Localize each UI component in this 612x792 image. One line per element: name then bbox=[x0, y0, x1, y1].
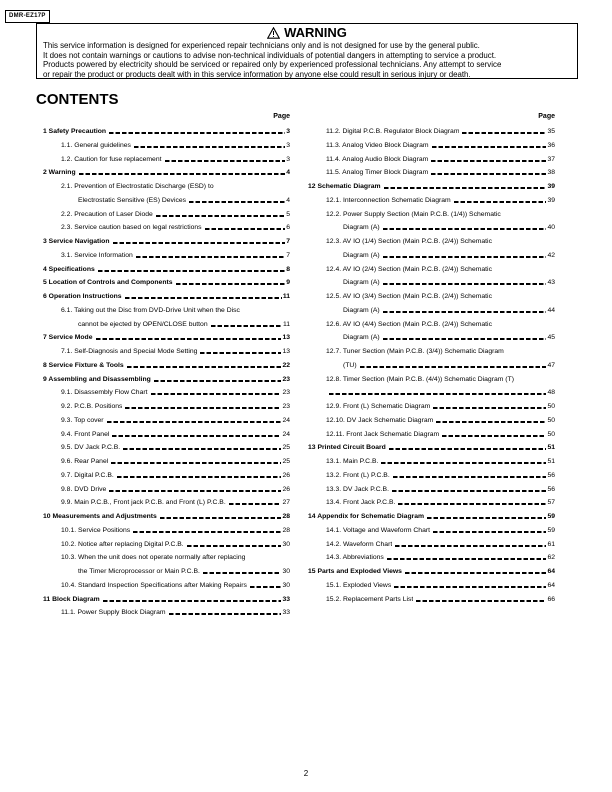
toc-entry-page: 7 bbox=[286, 238, 290, 245]
toc-entry bbox=[343, 278, 555, 288]
dot-leader bbox=[229, 503, 282, 505]
dot-leader bbox=[454, 201, 547, 203]
toc-entry bbox=[326, 292, 555, 302]
dot-leader bbox=[154, 380, 282, 382]
toc-entry-label: 9.3. Top cover bbox=[61, 416, 104, 424]
toc-entry-page: 4 bbox=[286, 169, 290, 177]
toc-entry bbox=[326, 375, 555, 385]
dot-leader bbox=[217, 187, 289, 189]
toc-entry-label: 12.6. AV IO (4/4) Section (Main P.C.B. (2/4)) Schematic bbox=[326, 320, 492, 328]
toc-entry bbox=[343, 251, 555, 261]
warning-title bbox=[37, 26, 577, 42]
toc-entry bbox=[61, 223, 290, 233]
toc-entry bbox=[61, 347, 290, 357]
dot-leader bbox=[383, 228, 547, 230]
dot-leader bbox=[176, 283, 286, 285]
toc-section-entry bbox=[43, 168, 290, 178]
toc-entry-page: 39 bbox=[547, 183, 555, 190]
dot-leader bbox=[442, 435, 546, 437]
toc-entry bbox=[61, 526, 290, 536]
dot-leader bbox=[151, 393, 282, 395]
dot-leader bbox=[360, 366, 547, 368]
toc-entry bbox=[78, 196, 290, 206]
toc-entry-page: 30 bbox=[282, 540, 290, 548]
toc-entry-label: 10.2. Notice after replacing Digital P.C.B. bbox=[61, 540, 184, 548]
dot-leader bbox=[189, 201, 285, 203]
toc-entry bbox=[61, 430, 290, 440]
dot-leader bbox=[431, 173, 546, 175]
toc-entry-page: 45 bbox=[547, 334, 555, 342]
dot-leader bbox=[111, 462, 281, 464]
toc-entry bbox=[326, 402, 555, 412]
toc-section-entry bbox=[43, 292, 290, 302]
toc-entry-page: 61 bbox=[547, 540, 555, 548]
toc-entry-page: 23 bbox=[282, 389, 290, 397]
toc-entry-label: 9.2. P.C.B. Positions bbox=[61, 403, 123, 410]
toc-entry-label: cannot be ejected by OPEN/CLOSE button bbox=[78, 320, 208, 328]
toc-entry bbox=[326, 485, 555, 495]
toc-entry-label: 12.3. AV IO (1/4) Section (Main P.C.B. (2/4)) Schematic bbox=[326, 238, 492, 245]
toc-entry bbox=[326, 471, 555, 481]
toc-entry-page: 25 bbox=[282, 444, 290, 452]
toc-entry-page: 4 bbox=[286, 196, 290, 204]
toc-entry-page: 33 bbox=[282, 609, 290, 617]
dot-leader bbox=[103, 600, 282, 602]
warning-text bbox=[43, 41, 573, 79]
dot-leader bbox=[504, 215, 554, 217]
toc-entry bbox=[326, 196, 555, 206]
toc-entry-page: 3 bbox=[286, 128, 290, 135]
toc-section-entry bbox=[43, 512, 290, 522]
toc-entry-label: 13.2. Front (L) P.C.B. bbox=[326, 471, 390, 479]
toc-entry-page: 35 bbox=[547, 128, 555, 135]
dot-leader bbox=[392, 490, 546, 492]
toc-entry-label: 12.2. Power Supply Section (Main P.C.B. (1/4)) Schematic bbox=[326, 210, 501, 218]
toc-entry bbox=[61, 608, 290, 618]
toc-entry-page: 9 bbox=[286, 279, 290, 287]
toc-entry bbox=[61, 485, 290, 495]
toc-entry bbox=[326, 237, 555, 247]
dot-leader bbox=[211, 325, 282, 327]
toc-entry-label: 7 Service Mode bbox=[43, 334, 93, 342]
toc-entry-page: 51 bbox=[547, 458, 555, 465]
dot-leader bbox=[109, 490, 281, 492]
toc-entry bbox=[326, 540, 555, 550]
toc-entry-page: 28 bbox=[282, 513, 290, 520]
toc-entry-label: Diagram (A) bbox=[343, 334, 380, 342]
toc-section-entry bbox=[308, 567, 555, 577]
warning-triangle-icon bbox=[267, 27, 280, 42]
toc-entry-page: 50 bbox=[547, 430, 555, 438]
toc-section-entry bbox=[43, 127, 290, 137]
toc-entry-page: 56 bbox=[547, 485, 555, 493]
dot-leader bbox=[109, 132, 285, 134]
toc-entry bbox=[61, 251, 290, 261]
right-page-header: Page bbox=[538, 113, 555, 120]
warning-line: Products powered by electricity should be serviced or repaired only by experienced professional technicians. Any attempt to service bbox=[43, 60, 502, 69]
toc-entry bbox=[326, 581, 555, 591]
dot-leader bbox=[433, 407, 546, 409]
toc-entry-label: 12.10. DV Jack Schematic Diagram bbox=[326, 416, 434, 424]
toc-entry-label: 11.3. Analog Video Block Diagram bbox=[326, 141, 429, 149]
dot-leader bbox=[507, 352, 554, 354]
toc-entry-label: 10.4. Standard Inspection Specifications after Making Repairs bbox=[61, 581, 247, 589]
toc-section-entry bbox=[308, 512, 555, 522]
dot-leader bbox=[79, 173, 286, 175]
toc-entry bbox=[61, 471, 290, 481]
dot-leader bbox=[133, 531, 281, 533]
left-page-header: Page bbox=[273, 113, 290, 120]
dot-leader bbox=[187, 545, 282, 547]
toc-entry-page: 66 bbox=[547, 595, 555, 603]
toc-entry-label: 15.2. Replacement Parts List bbox=[326, 595, 414, 603]
warning-line: or repair the product or products dealt with in this service information by anyone else could result in serious injury or death. bbox=[43, 69, 471, 79]
toc-entry-label: the Timer Microprocessor or Main P.C.B. bbox=[78, 568, 200, 575]
dot-leader bbox=[462, 132, 546, 134]
toc-entry-label: 13.3. DV Jack P.C.B. bbox=[326, 485, 389, 493]
toc-entry bbox=[61, 210, 290, 220]
dot-leader bbox=[387, 558, 547, 560]
toc-section-entry bbox=[43, 361, 290, 371]
toc-entry bbox=[78, 320, 290, 330]
toc-entry bbox=[61, 540, 290, 550]
toc-entry-label: 1.1. General guidelines bbox=[61, 141, 131, 149]
dot-leader bbox=[416, 600, 546, 602]
toc-entry bbox=[326, 553, 555, 563]
dot-leader bbox=[398, 503, 546, 505]
toc-entry-label: Electrostatic Sensitive (ES) Devices bbox=[78, 196, 187, 204]
toc-entry bbox=[61, 402, 290, 412]
toc-entry-page: 64 bbox=[547, 568, 555, 575]
toc-entry bbox=[326, 388, 555, 398]
toc-entry-label: 15 Parts and Exploded Views bbox=[308, 568, 402, 575]
toc-entry-page: 7 bbox=[286, 251, 290, 259]
toc-entry-page: 62 bbox=[547, 554, 555, 562]
toc-entry-page: 38 bbox=[547, 169, 555, 177]
toc-entry bbox=[61, 416, 290, 426]
toc-entry bbox=[61, 553, 290, 563]
page-number: 2 bbox=[303, 769, 309, 778]
dot-leader bbox=[431, 160, 546, 162]
toc-entry-label: 11.2. Digital P.C.B. Regulator Block Diagram bbox=[326, 128, 460, 135]
toc-entry-label: 11.4. Analog Audio Block Diagram bbox=[326, 155, 429, 163]
toc-section-entry bbox=[43, 375, 290, 385]
toc-entry-page: 50 bbox=[547, 403, 555, 410]
toc-entry-page: 56 bbox=[547, 471, 555, 479]
toc-entry-label: 13.4. Front Jack P.C.B. bbox=[326, 499, 396, 507]
toc-entry-page: 48 bbox=[547, 389, 555, 397]
dot-leader bbox=[156, 215, 285, 217]
dot-leader bbox=[389, 448, 547, 450]
toc-entry-page: 25 bbox=[282, 458, 290, 465]
dot-leader bbox=[113, 242, 286, 244]
toc-entry bbox=[343, 333, 555, 343]
toc-entry bbox=[326, 265, 555, 275]
toc-entry-label: 10 Measurements and Adjustments bbox=[43, 513, 157, 520]
toc-entry-label: 1 Safety Precaution bbox=[43, 128, 107, 135]
toc-entry-label: 11.1. Power Supply Block Diagram bbox=[61, 609, 166, 617]
toc-entry-page: 8 bbox=[286, 265, 290, 273]
toc-entry-page: 57 bbox=[547, 499, 555, 507]
toc-entry-label: 9 Assembling and Disassembling bbox=[43, 375, 151, 383]
warning-box bbox=[36, 23, 578, 79]
dot-leader bbox=[165, 160, 286, 162]
toc-section-entry bbox=[43, 333, 290, 343]
toc-entry bbox=[61, 498, 290, 508]
dot-leader bbox=[395, 545, 546, 547]
dot-leader bbox=[125, 297, 282, 299]
toc-entry-page: 33 bbox=[282, 595, 290, 603]
toc-entry bbox=[61, 443, 290, 453]
model-tag: DMR-EZ17P bbox=[5, 10, 50, 23]
dot-leader bbox=[127, 366, 282, 368]
toc-entry-label: (TU) bbox=[343, 361, 357, 369]
toc-entry bbox=[61, 306, 290, 316]
toc-entry bbox=[343, 306, 555, 316]
toc-entry-label: 14.3. Abbreviations bbox=[326, 554, 384, 562]
toc-section-entry bbox=[308, 443, 555, 453]
toc-entry-page: 39 bbox=[547, 196, 555, 204]
dot-leader bbox=[394, 586, 546, 588]
toc-entry-label: 12.7. Tuner Section (Main P.C.B. (3/4)) Schematic Diagram bbox=[326, 348, 504, 355]
toc-entry-page: 24 bbox=[282, 416, 290, 424]
toc-entry-page: 30 bbox=[282, 568, 290, 575]
warning-line: This service information is designed for experienced repair technicians only and is not designed for use by the general public. bbox=[43, 41, 480, 50]
toc-entry-page: 26 bbox=[282, 471, 290, 479]
toc-entry bbox=[343, 223, 555, 233]
dot-leader bbox=[98, 270, 285, 272]
toc-entry-page: 50 bbox=[547, 416, 555, 424]
dot-leader bbox=[136, 256, 285, 258]
toc-entry bbox=[61, 581, 290, 591]
toc-entry-label: 15.1. Exploded Views bbox=[326, 581, 392, 589]
toc-entry-label: 14.2. Waveform Chart bbox=[326, 540, 393, 548]
warning-title-text: WARNING bbox=[284, 25, 347, 40]
dot-leader bbox=[393, 476, 547, 478]
toc-entry-label: 12.11. Front Jack Schematic Diagram bbox=[326, 430, 440, 438]
toc-entry-page: 64 bbox=[547, 581, 555, 589]
toc-entry bbox=[326, 127, 555, 137]
toc-entry bbox=[326, 155, 555, 165]
dot-leader bbox=[205, 228, 286, 230]
toc-entry bbox=[61, 155, 290, 165]
toc-entry bbox=[326, 320, 555, 330]
toc-entry-page: 47 bbox=[547, 361, 555, 369]
dot-leader bbox=[96, 338, 282, 340]
toc-entry bbox=[326, 210, 555, 220]
toc-entry-label: 6 Operation Instructions bbox=[43, 293, 122, 300]
toc-entry-page: 6 bbox=[286, 224, 290, 232]
toc-entry-page: 11 bbox=[282, 320, 290, 328]
toc-section-entry bbox=[43, 278, 290, 288]
toc-entry-label: 2.2. Precaution of Laser Diode bbox=[61, 210, 153, 218]
toc-entry-label: 12.5. AV IO (3/4) Section (Main P.C.B. (2/4)) Schematic bbox=[326, 293, 492, 300]
toc-entry bbox=[326, 498, 555, 508]
toc-entry-page: 13 bbox=[282, 334, 290, 342]
toc-entry bbox=[78, 567, 290, 577]
warning-line: It does not contain warnings or cautions to advise non-technical individuals of potential dangers in attempting to service a product. bbox=[43, 50, 497, 60]
dot-leader bbox=[107, 421, 282, 423]
dot-leader bbox=[495, 270, 554, 272]
toc-entry-label: Diagram (A) bbox=[343, 279, 380, 287]
dot-leader bbox=[383, 283, 547, 285]
dot-leader bbox=[329, 393, 546, 395]
toc-entry bbox=[326, 416, 555, 426]
dot-leader bbox=[112, 435, 281, 437]
toc-entry bbox=[326, 430, 555, 440]
toc-entry-label: 12 Schematic Diagram bbox=[308, 183, 381, 190]
toc-entry-label: 10.1. Service Positions bbox=[61, 526, 131, 534]
toc-entry-page: 30 bbox=[282, 581, 290, 589]
toc-entry-page: 51 bbox=[547, 444, 555, 452]
toc-entry bbox=[326, 141, 555, 151]
toc-entry bbox=[326, 595, 555, 605]
toc-entry bbox=[61, 388, 290, 398]
dot-leader bbox=[160, 517, 282, 519]
toc-entry-page: 36 bbox=[547, 141, 555, 149]
toc-entry-page: 13 bbox=[282, 348, 290, 355]
dot-leader bbox=[203, 572, 282, 574]
toc-entry-label: 3.1. Service Information bbox=[61, 251, 133, 259]
toc-entry-page: 24 bbox=[282, 430, 290, 438]
dot-leader bbox=[123, 448, 281, 450]
toc-entry-label: 11 Block Diagram bbox=[43, 595, 100, 603]
toc-entry-label: 9.4. Front Panel bbox=[61, 430, 110, 438]
toc-entry-label: 3 Service Navigation bbox=[43, 238, 110, 245]
toc-entry bbox=[343, 361, 555, 371]
toc-entry bbox=[326, 347, 555, 357]
toc-entry-label: 8 Service Fixture & Tools bbox=[43, 361, 124, 369]
toc-entry-label: Diagram (A) bbox=[343, 251, 380, 259]
toc-entry-page: 59 bbox=[547, 513, 555, 520]
dot-leader bbox=[200, 352, 281, 354]
toc-entry-label: 9.5. DV Jack P.C.B. bbox=[61, 444, 121, 452]
dot-leader bbox=[248, 558, 289, 560]
dot-leader bbox=[383, 311, 547, 313]
toc-entry-label: 10.3. When the unit does not operate normally after replacing bbox=[61, 554, 246, 562]
toc-entry-label: 4 Specifications bbox=[43, 265, 95, 273]
toc-entry-label: 6.1. Taking out the Disc from DVD-Drive Unit when the Disc bbox=[61, 306, 240, 314]
toc-entry-label: 12.1. Interconnection Schematic Diagram bbox=[326, 196, 451, 204]
toc-section-entry bbox=[43, 237, 290, 247]
toc-entry-label: 9.8. DVD Drive bbox=[61, 485, 107, 493]
toc-entry-page: 42 bbox=[547, 251, 555, 259]
toc-entry-page: 11 bbox=[282, 293, 290, 300]
toc-entry-label: 7.1. Self-Diagnosis and Special Mode Setting bbox=[61, 348, 198, 355]
toc-section-entry bbox=[43, 595, 290, 605]
toc-entry bbox=[61, 141, 290, 151]
dot-leader bbox=[134, 146, 285, 148]
toc-entry-label: 12.8. Timer Section (Main P.C.B. (4/4)) Schematic Diagram (T) bbox=[326, 375, 514, 383]
dot-leader bbox=[436, 421, 546, 423]
toc-entry-label: 12.9. Front (L) Schematic Diagram bbox=[326, 403, 431, 410]
dot-leader bbox=[250, 586, 282, 588]
toc-entry-label: 14 Appendix for Schematic Diagram bbox=[308, 513, 425, 520]
toc-entry-label: 2.1. Prevention of Electrostatic Discharge (ESD) to bbox=[61, 183, 214, 190]
toc-entry-label: 1.2. Caution for fuse replacement bbox=[61, 155, 162, 163]
toc-entry bbox=[326, 168, 555, 178]
dot-leader bbox=[433, 531, 546, 533]
toc-entry-label: 5 Location of Controls and Components bbox=[43, 279, 173, 287]
toc-entry-page: 59 bbox=[547, 526, 555, 534]
toc-entry-label: 2.3. Service caution based on legal restrictions bbox=[61, 224, 202, 232]
toc-entry bbox=[326, 526, 555, 536]
dot-leader bbox=[517, 380, 554, 382]
dot-leader bbox=[432, 146, 547, 148]
dot-leader bbox=[117, 476, 282, 478]
toc-entry bbox=[61, 182, 290, 192]
toc-entry-page: 23 bbox=[282, 403, 290, 410]
toc-entry-label: 11.5. Analog Timer Block Diagram bbox=[326, 169, 429, 177]
dot-leader bbox=[495, 297, 554, 299]
toc-entry-label: 13.1. Main P.C.B. bbox=[326, 458, 379, 465]
toc-entry bbox=[61, 457, 290, 467]
dot-leader bbox=[381, 462, 546, 464]
toc-entry-label: 9.1. Disassembly Flow Chart bbox=[61, 389, 148, 397]
toc-entry-label: Diagram (A) bbox=[343, 224, 380, 232]
dot-leader bbox=[405, 572, 547, 574]
contents-title: CONTENTS bbox=[36, 91, 119, 108]
dot-leader bbox=[383, 256, 547, 258]
dot-leader bbox=[495, 325, 554, 327]
toc-entry-page: 5 bbox=[286, 210, 290, 218]
dot-leader bbox=[384, 187, 547, 189]
toc-entry-label: 13 Printed Circuit Board bbox=[308, 444, 386, 452]
toc-entry-page: 27 bbox=[282, 499, 290, 507]
toc-entry-label: 14.1. Voltage and Waveform Chart bbox=[326, 526, 431, 534]
toc-entry-label: 9.7. Digital P.C.B. bbox=[61, 471, 114, 479]
toc-entry-label: 2 Warning bbox=[43, 169, 76, 177]
toc-entry-page: 37 bbox=[547, 155, 555, 163]
dot-leader bbox=[243, 311, 289, 313]
toc-entry-page: 3 bbox=[286, 141, 290, 149]
toc-entry-label: 9.6. Rear Panel bbox=[61, 458, 109, 465]
toc-entry-page: 44 bbox=[547, 306, 555, 314]
toc-entry-label: 12.4. AV IO (2/4) Section (Main P.C.B. (2/4)) Schematic bbox=[326, 265, 492, 273]
toc-entry-page: 26 bbox=[282, 485, 290, 493]
dot-leader bbox=[169, 613, 282, 615]
dot-leader bbox=[495, 242, 554, 244]
toc-entry-page: 28 bbox=[282, 526, 290, 534]
dot-leader bbox=[427, 517, 546, 519]
toc-entry-page: 23 bbox=[282, 375, 290, 383]
toc-entry-label: Diagram (A) bbox=[343, 306, 380, 314]
toc-entry-page: 22 bbox=[282, 361, 290, 369]
toc-entry bbox=[326, 457, 555, 467]
toc-section-entry bbox=[308, 182, 555, 192]
toc-entry-page: 40 bbox=[547, 224, 555, 232]
dot-leader bbox=[383, 338, 547, 340]
toc-section-entry bbox=[43, 265, 290, 275]
toc-entry-page: 3 bbox=[286, 155, 290, 163]
toc-entry-page: 43 bbox=[547, 279, 555, 287]
toc-entry-label: 9.9. Main P.C.B., Front jack P.C.B. and Front (L) P.C.B. bbox=[61, 499, 226, 507]
dot-leader bbox=[125, 407, 281, 409]
